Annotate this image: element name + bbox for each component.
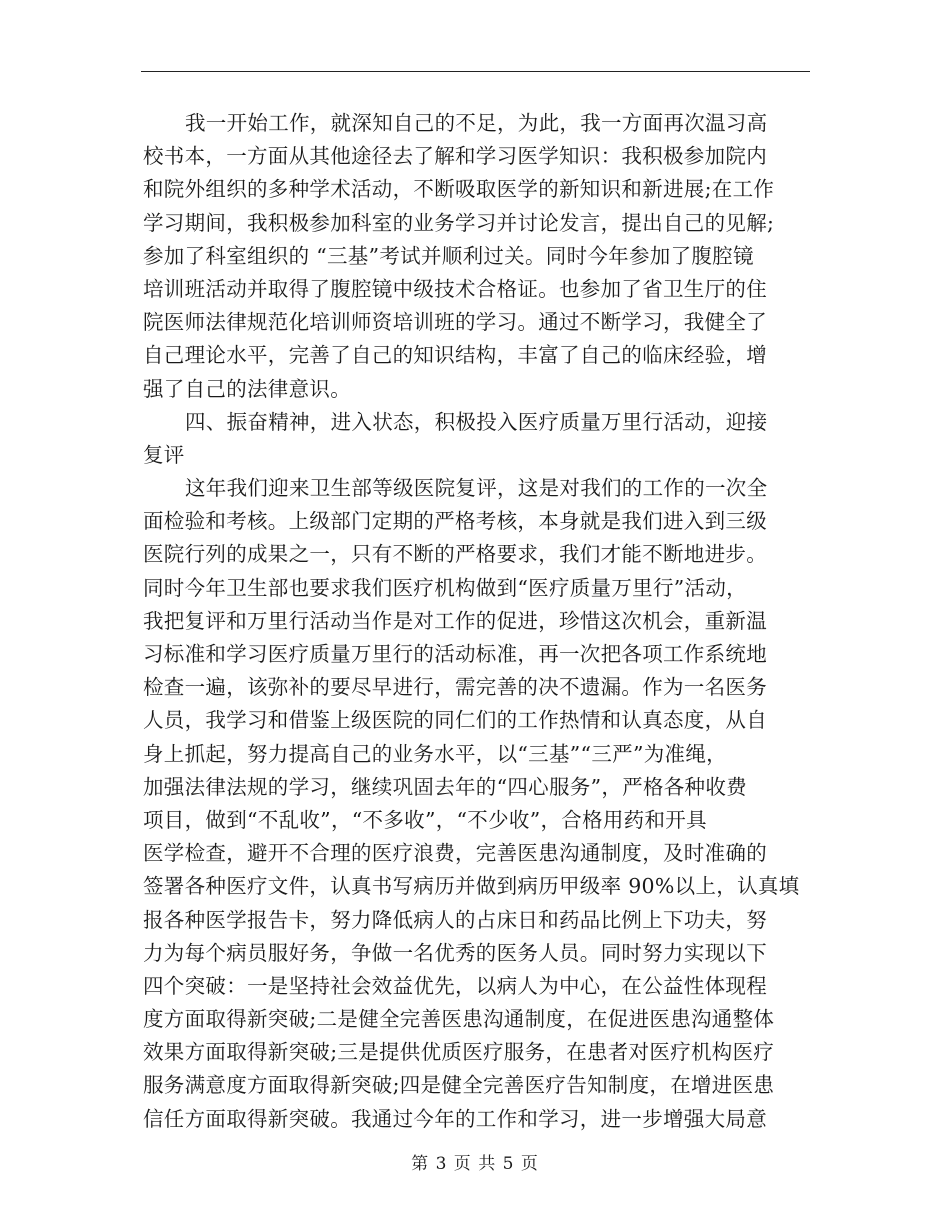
text-line: 四个突破：一是坚持社会效益优先，以病人为中心，在公益性体现程 (143, 973, 767, 998)
text-line: 身上抓起，努力提高自己的业务水平，以“三基”“三严”为准绳， (143, 741, 727, 766)
text-line: 面检验和考核。上级部门定期的严格考核，本身就是我们进入到三级 (143, 509, 767, 534)
text-line: 强了自己的法律意识。 (143, 376, 351, 401)
text-line: 我一开始工作，就深知自己的不足，为此，我一方面再次温习高 (185, 111, 768, 135)
section-heading-line: 四、振奋精神，进入状态，积极投入医疗质量万里行活动，迎接 (185, 409, 768, 434)
text-line: 培训班活动并取得了腹腔镜中级技术合格证。也参加了省卫生厅的住 (143, 276, 767, 301)
text-line: 度方面取得新突破;二是健全完善医患沟通制度，在促进医患沟通整体 (143, 1007, 775, 1032)
text-line: 效果方面取得新突破;三是提供优质医疗服务，在患者对医疗机构医疗 (143, 1040, 775, 1065)
text-line: 这年我们迎来卫生部等级医院复评，这是对我们的工作的一次全 (185, 476, 768, 501)
text-line: 人员，我学习和借鉴上级医院的同仁们的工作热情和认真态度，从自 (143, 708, 767, 733)
text-line: 院医师法律规范化培训师资培训班的学习。通过不断学习，我健全了 (143, 310, 767, 335)
text-line: 报各种医学报告卡，努力降低病人的占床日和药品比例上下功夫，努 (143, 907, 767, 932)
text-line: 签署各种医疗文件，认真书写病历并做到病历甲级率 90%以上，认真填 (143, 874, 800, 899)
text-line: 学习期间，我积极参加科室的业务学习并讨论发言，提出自己的见解; (143, 210, 775, 235)
text-line: 项目，做到“不乱收”，“不多收”，“不少收”，合格用药和开具 (143, 807, 707, 832)
text-line: 力为每个病员服好务，争做一名优秀的医务人员。同时努力实现以下 (143, 940, 767, 965)
text-line: 检查一遍，该弥补的要尽早进行，需完善的决不遗漏。作为一名医务 (143, 675, 767, 700)
text-line: 校书本，一方面从其他途径去了解和学习医学知识：我积极参加院内 (143, 144, 767, 169)
text-line: 信任方面取得新突破。我通过今年的工作和学习，进一步增强大局意 (143, 1106, 767, 1131)
text-line: 医学检查，避开不合理的医疗浪费，完善医患沟通制度，及时准确的 (143, 841, 767, 866)
header-rule (141, 71, 810, 72)
text-line: 和院外组织的多种学术活动，不断吸取医学的新知识和新进展;在工作 (143, 177, 775, 202)
text-line: 自己理论水平，完善了自己的知识结构，丰富了自己的临床经验，增 (143, 343, 767, 368)
text-line: 习标准和学习医疗质量万里行的活动标准，再一次把各项工作系统地 (143, 642, 767, 666)
text-line: 参加了科室组织的 “三基”考试并顺利过关。同时今年参加了腹腔镜 (143, 243, 754, 268)
text-line: 医院行列的成果之一，只有不断的严格要求，我们才能不断地进步。 (143, 542, 767, 567)
document-body (143, 107, 809, 1136)
text-line: 同时今年卫生部也要求我们医疗机构做到“医疗质量万里行”活动， (143, 575, 747, 600)
page-number: 第 3 页 共 5 页 (411, 1154, 539, 1174)
text-line: 我把复评和万里行活动当作是对工作的促进，珍惜这次机会，重新温 (143, 608, 767, 633)
text-line: 加强法律法规的学习，继续巩固去年的“四心服务”，严格各种收费 (143, 774, 747, 799)
section-heading-line: 复评 (143, 442, 185, 467)
text-line: 服务满意度方面取得新突破;四是健全完善医疗告知制度，在增进医患 (143, 1073, 775, 1098)
